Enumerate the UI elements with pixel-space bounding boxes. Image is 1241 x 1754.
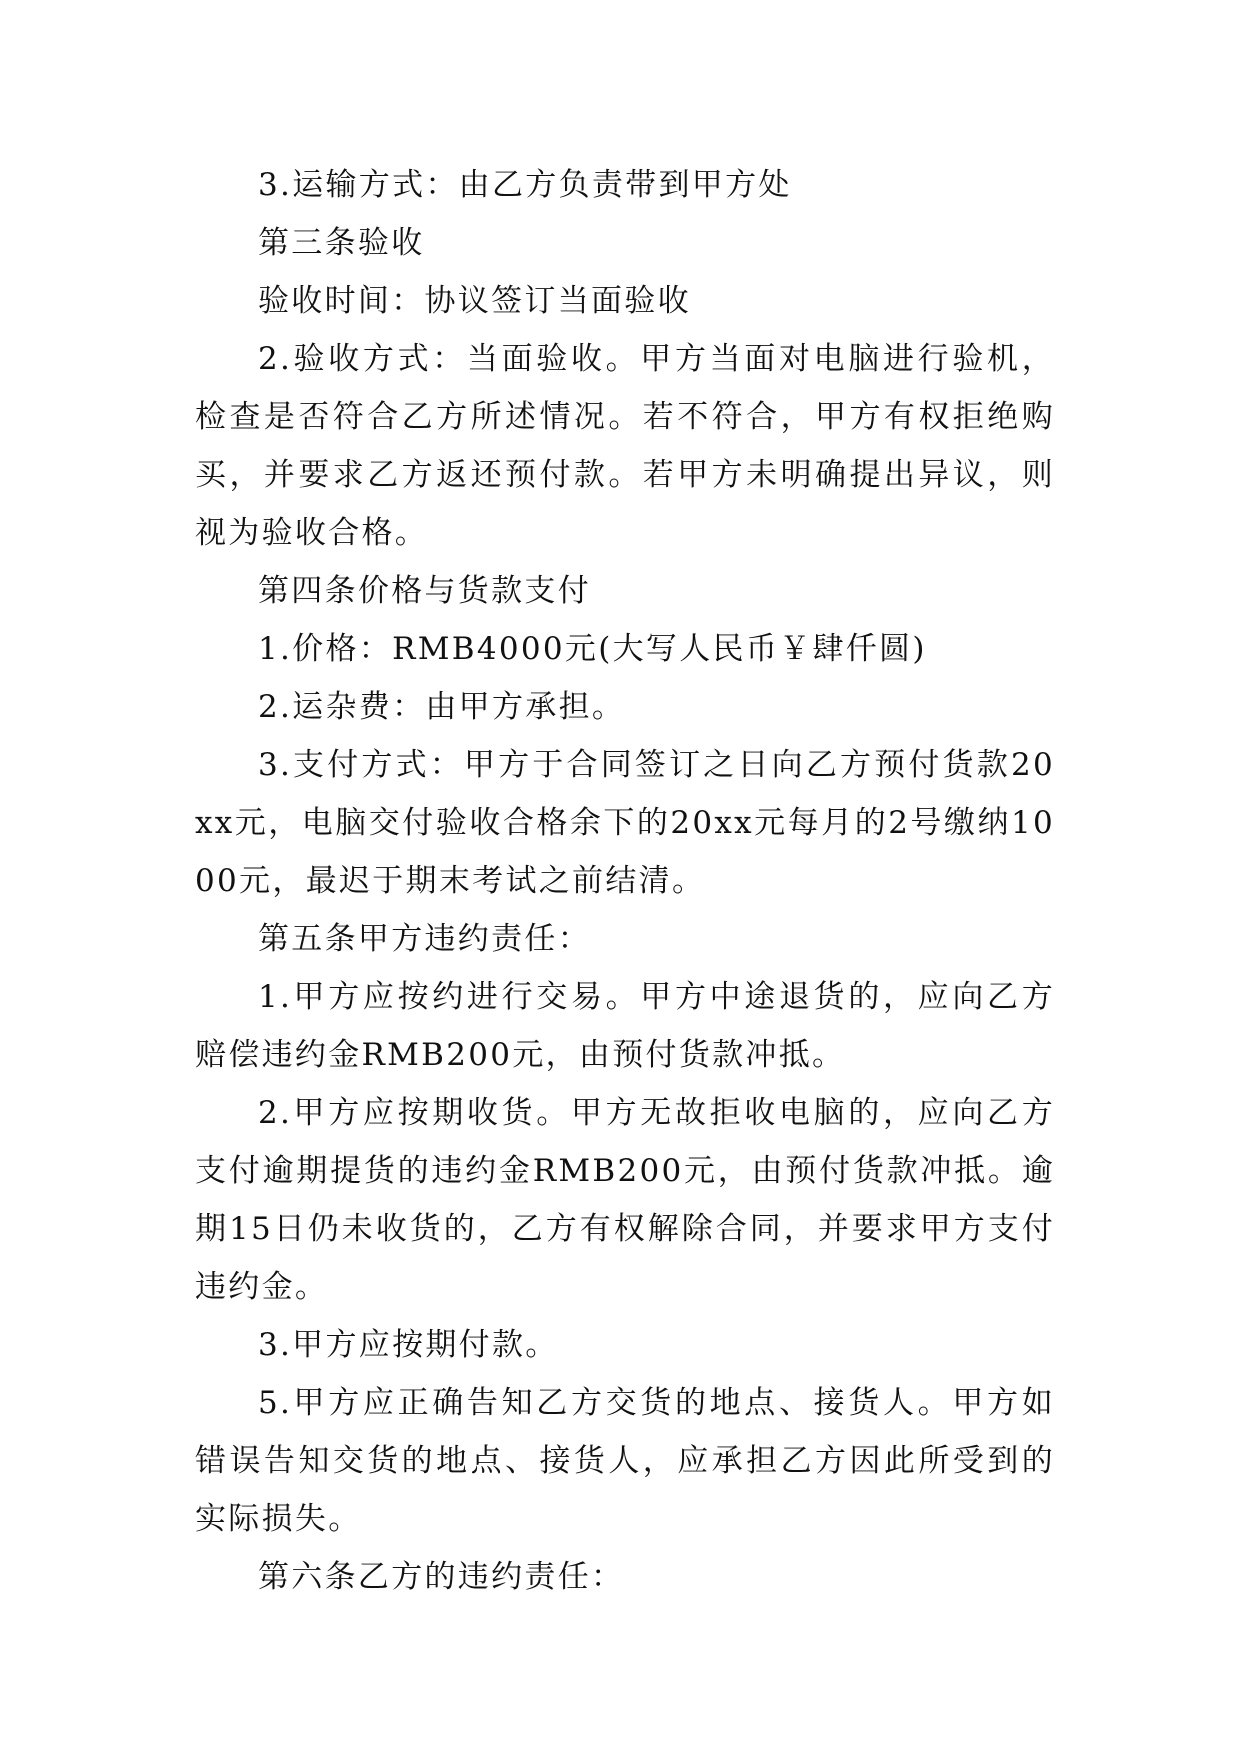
clause-party-a-delivery-info: 5.甲方应正确告知乙方交货的地点、接货人。甲方如错误告知交货的地点、接货人，应承担乙方因此所受到的实际损失。 — [195, 1385, 1055, 1537]
clause-price: 1.价格：RMB4000元(大写人民币￥肆仟圆) — [258, 631, 927, 667]
clause-party-a-payment: 3.甲方应按期付款。 — [258, 1327, 559, 1363]
clause-payment-method: 3.支付方式：甲方于合同签订之日向乙方预付货款20xx元，电脑交付验收合格余下的20xx元每月的2号缴纳1000元，最迟于期末考试之前结清。 — [195, 747, 1055, 899]
clause-party-a-receipt: 2.甲方应按期收货。甲方无故拒收电脑的，应向乙方支付逾期提货的违约金RMB200元，由预付货款冲抵。逾期15日仍未收货的，乙方有权解除合同，并要求甲方支付违约金。 — [195, 1095, 1055, 1305]
clause-acceptance-method: 2.验收方式：当面验收。甲方当面对电脑进行验机，检查是否符合乙方所述情况。若不符合，甲方有权拒绝购买，并要求乙方返还预付款。若甲方未明确提出异议，则视为验收合格。 — [195, 341, 1055, 551]
section-heading-party-a-liability: 第五条甲方违约责任： — [258, 921, 591, 957]
section-heading-acceptance: 第三条验收 — [258, 225, 425, 261]
section-heading-price-payment: 第四条价格与货款支付 — [258, 573, 591, 609]
clause-freight: 2.运杂费：由甲方承担。 — [258, 689, 626, 725]
clause-transport-method: 3.运输方式：由乙方负责带到甲方处 — [258, 167, 792, 203]
clause-acceptance-time: 验收时间：协议签订当面验收 — [258, 283, 691, 319]
section-heading-party-b-liability: 第六条乙方的违约责任： — [258, 1559, 625, 1595]
document-body — [195, 156, 1055, 1606]
clause-party-a-return: 1.甲方应按约进行交易。甲方中途退货的，应向乙方赔偿违约金RMB200元，由预付货款冲抵。 — [195, 979, 1055, 1073]
